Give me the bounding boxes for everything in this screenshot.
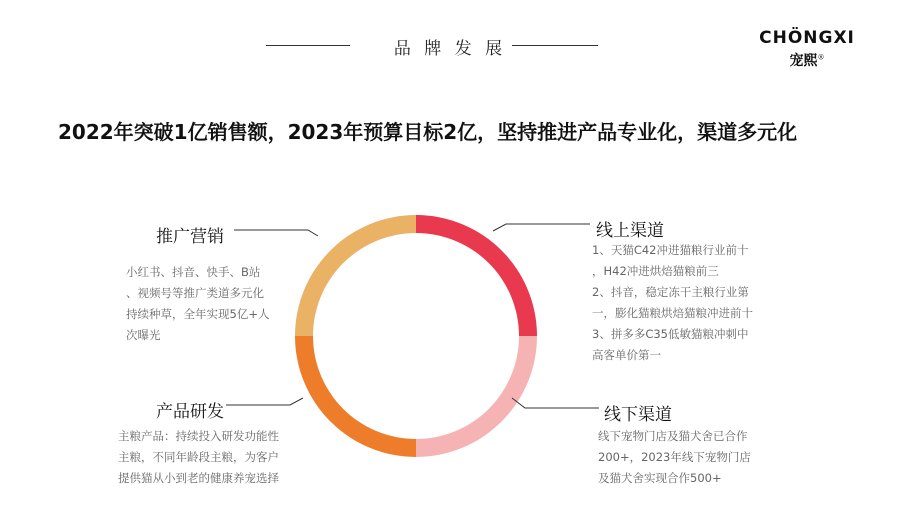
ring-segment-offline xyxy=(416,336,537,457)
section-title-offline: 线下渠道 xyxy=(604,405,672,425)
leader-line-product xyxy=(226,398,303,405)
leader-line-offline xyxy=(512,398,599,408)
section-body-online: 1、天猫C42冲进猫粮行业前十 ，H42冲进烘焙猫粮前三 2、抖音，稳定冻干主粮行业第 一，膨化猫粮烘焙猫粮冲进前十 3、拼多多C35低敏猫粮冲刺中 高客单价第一 xyxy=(592,243,753,362)
leader-line-promotion xyxy=(234,230,318,236)
logo-wordmark: CHÖNGXI xyxy=(759,28,855,48)
page-title: 品 牌 发 展 xyxy=(393,39,507,59)
leader-line-online xyxy=(493,224,590,231)
section-title-promotion: 推广营销 xyxy=(156,227,224,247)
section-title-online: 线上渠道 xyxy=(596,221,664,241)
section-body-offline: 线下宠物门店及猫犬舍已合作 200+，2023年线下宠物门店 及猫犬舍实现合作500+ xyxy=(598,429,751,485)
headline: 2022年突破1亿销售额，2023年预算目标2亿，坚持推进产品专业化，渠道多元化 xyxy=(58,120,798,144)
section-body-product: 主粮产品：持续投入研发功能性 主粮，不同年龄段主粮，为客户 提供猫从小到老的健康养宠选择 xyxy=(118,429,279,485)
ring-segment-product xyxy=(295,336,416,457)
logo-chinese: 宠熙® xyxy=(789,53,825,69)
section-body-promotion: 小红书、抖音、快手、B站 、视频号等推广类道多元化 持续种草，全年实现5亿+人 次曝光 xyxy=(126,265,270,342)
section-title-product: 产品研发 xyxy=(156,402,224,422)
ring-segment-online xyxy=(416,215,537,336)
